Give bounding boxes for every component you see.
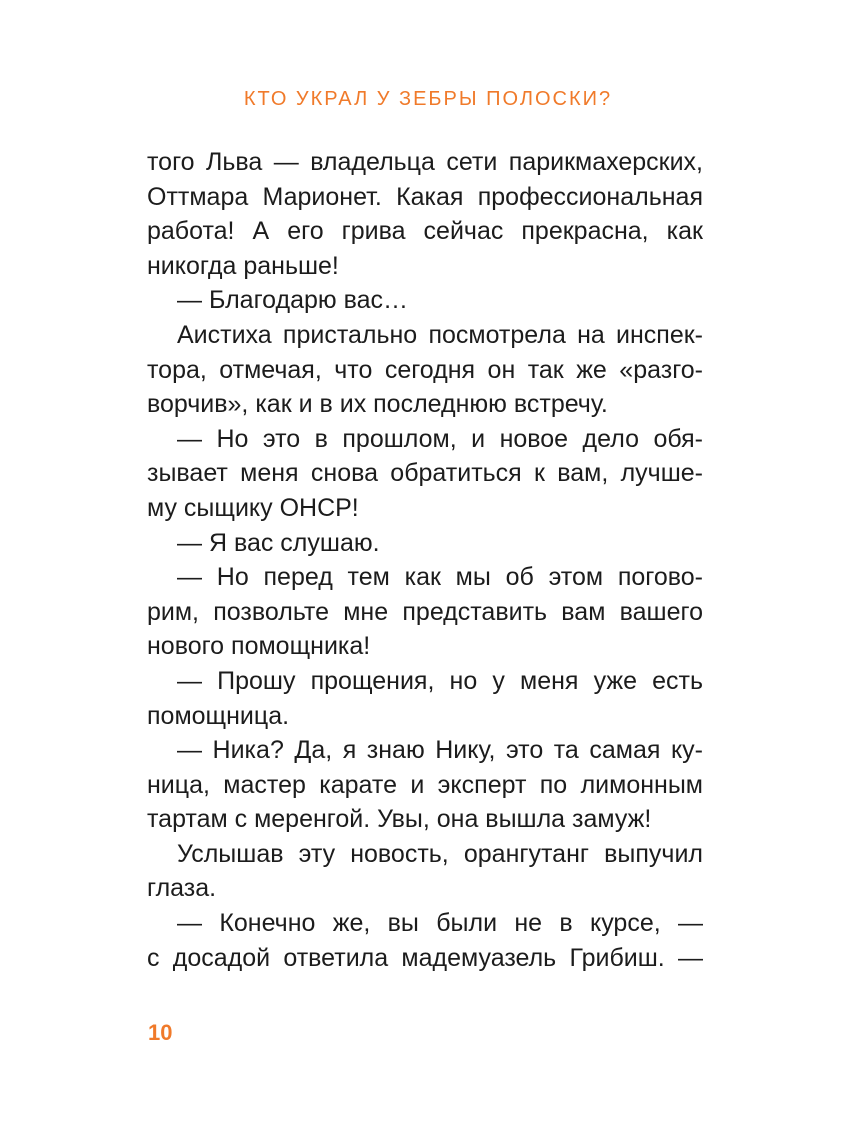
text-line: — Прошу прощения, но у меня уже есть (177, 666, 703, 695)
text-line: — Ника? Да, я знаю Нику, это та самая ку- (177, 736, 703, 765)
text-line: му сыщику ОНСР! (147, 493, 359, 522)
text-line: — Я вас слушаю. (177, 528, 380, 557)
page-number: 10 (148, 1020, 173, 1045)
text-line: Оттмара Марионет. Какая профессиональная (147, 182, 703, 211)
text-line: рим, позвольте мне представить вам вашего (147, 597, 703, 626)
text-line: Услышав эту новость, орангутанг выпучил (177, 839, 703, 868)
text-line: ница, мастер карате и эксперт по лимонным (147, 770, 703, 799)
text-line: тартам с меренгой. Увы, она вышла замуж! (147, 805, 652, 834)
running-title: КТО УКРАЛ У ЗЕБРЫ ПОЛОСКИ? (243, 88, 613, 110)
text-line: глаза. (147, 874, 217, 903)
text-line: — Но перед тем как мы об этом погово- (177, 563, 703, 592)
text-line: Аистиха пристально посмотрела на инспек- (177, 320, 703, 349)
text-line: — Конечно же, вы были не в курсе, — (177, 909, 703, 938)
text-line: ворчив», как и в их последнюю встречу. (147, 390, 608, 419)
text-line: тора, отмечая, что сегодня он так же «разго- (147, 355, 703, 384)
text-line: работа! А его грива сейчас прекрасна, как (147, 217, 703, 246)
text-line: — Благодарю вас… (177, 286, 408, 315)
body-text (147, 145, 703, 975)
text-line: никогда раньше! (147, 251, 339, 280)
text-line: того Льва — владельца сети парикмахерских, (147, 148, 703, 176)
text-line: — Но это в прошлом, и новое дело обя- (177, 424, 703, 453)
text-line: зывает меня снова обратиться к вам, лучше- (147, 459, 703, 488)
text-line: нового помощника! (147, 632, 371, 661)
text-line: помощница. (147, 701, 290, 730)
text-line: с досадой ответила мадемуазель Грибиш. — (147, 943, 703, 972)
